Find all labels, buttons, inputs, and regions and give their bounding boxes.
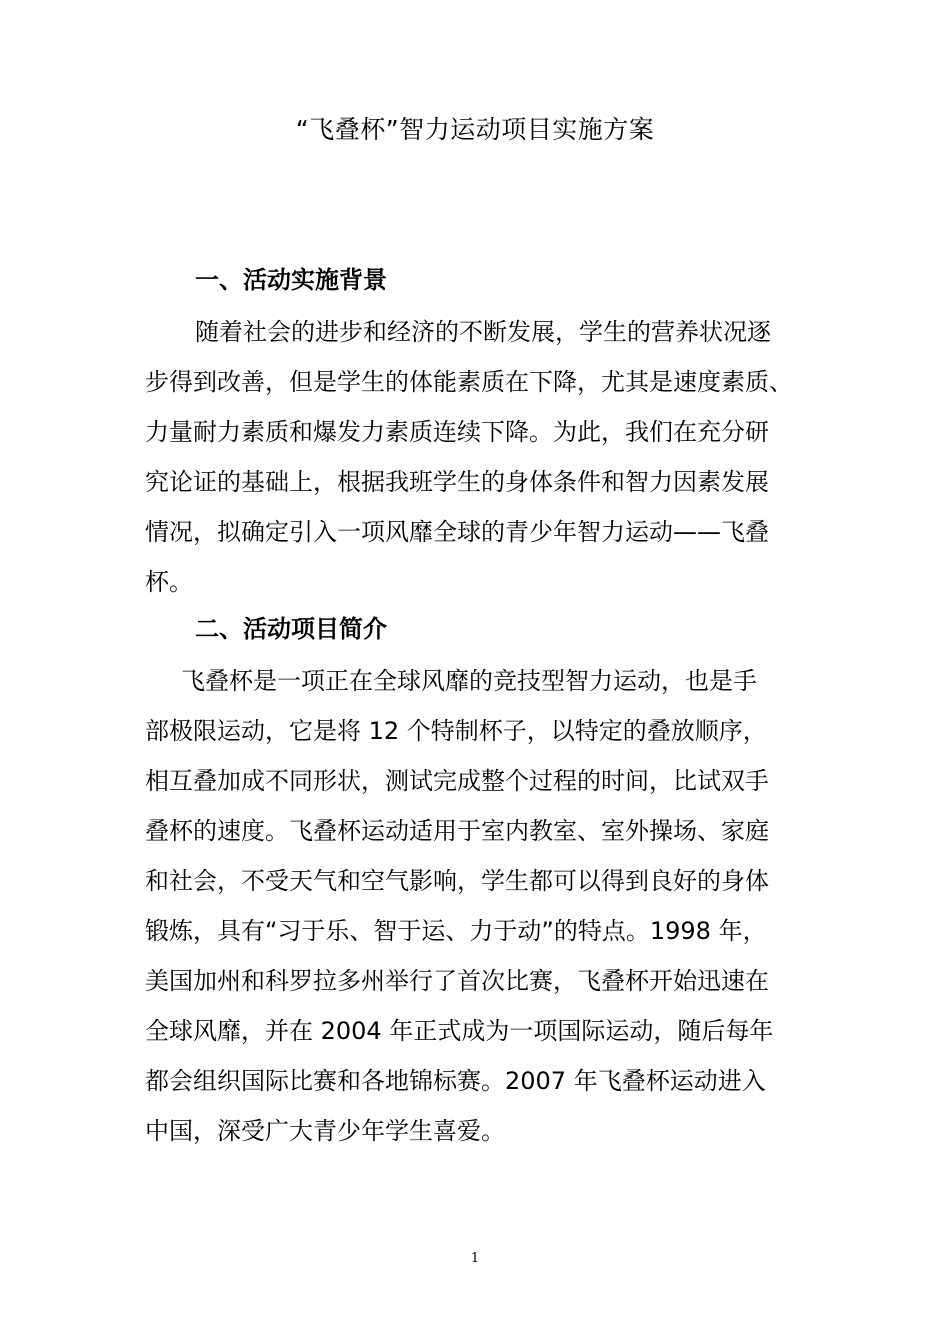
- paragraph-introduction: [145, 656, 805, 1156]
- paragraph-line: 步得到改善，但是学生的体能素质在下降，尤其是速度素质、: [145, 368, 793, 396]
- paragraph-background: [145, 307, 805, 607]
- paragraph-line: 锻炼，具有“习于乐、智于运、力于动”的特点。1998 年，: [145, 917, 767, 945]
- paragraph-line: 杯。: [145, 568, 193, 596]
- paragraph-line: 随着社会的进步和经济的不断发展，学生的营养状况逐: [195, 318, 771, 346]
- paragraph-line: 全球风靡，并在 2004 年正式成为一项国际运动，随后每年: [145, 1017, 774, 1045]
- paragraph-line: 和社会，不受天气和空气影响，学生都可以得到良好的身体: [145, 867, 769, 895]
- paragraph-line: 部极限运动，它是将 12 个特制杯子，以特定的叠放顺序，: [145, 717, 767, 745]
- paragraph-line: 相互叠加成不同形状，测试完成整个过程的时间，比试双手: [145, 767, 769, 795]
- section-heading-introduction: 二、活动项目简介: [195, 615, 387, 643]
- paragraph-line: 叠杯的速度。飞叠杯运动适用于室内教室、室外操场、家庭: [145, 817, 769, 845]
- paragraph-line: 都会组织国际比赛和各地锦标赛。2007 年飞叠杯运动进入: [145, 1067, 766, 1095]
- section-heading-background: 一、活动实施背景: [195, 266, 387, 294]
- paragraph-line: 中国，深受广大青少年学生喜爱。: [145, 1117, 505, 1145]
- paragraph-line: 究论证的基础上，根据我班学生的身体条件和智力因素发展: [145, 468, 769, 496]
- page-number: 1: [470, 1251, 480, 1266]
- document-title: “飞叠杯”智力运动项目实施方案: [295, 115, 655, 144]
- paragraph-line: 飞叠杯是一项正在全球风靡的竞技型智力运动，也是手: [181, 667, 757, 695]
- paragraph-line: 力量耐力素质和爆发力素质连续下降。为此，我们在充分研: [145, 418, 769, 446]
- paragraph-line: 美国加州和科罗拉多州举行了首次比赛，飞叠杯开始迅速在: [145, 967, 769, 995]
- paragraph-line: 情况，拟确定引入一项风靡全球的青少年智力运动——飞叠: [145, 518, 769, 546]
